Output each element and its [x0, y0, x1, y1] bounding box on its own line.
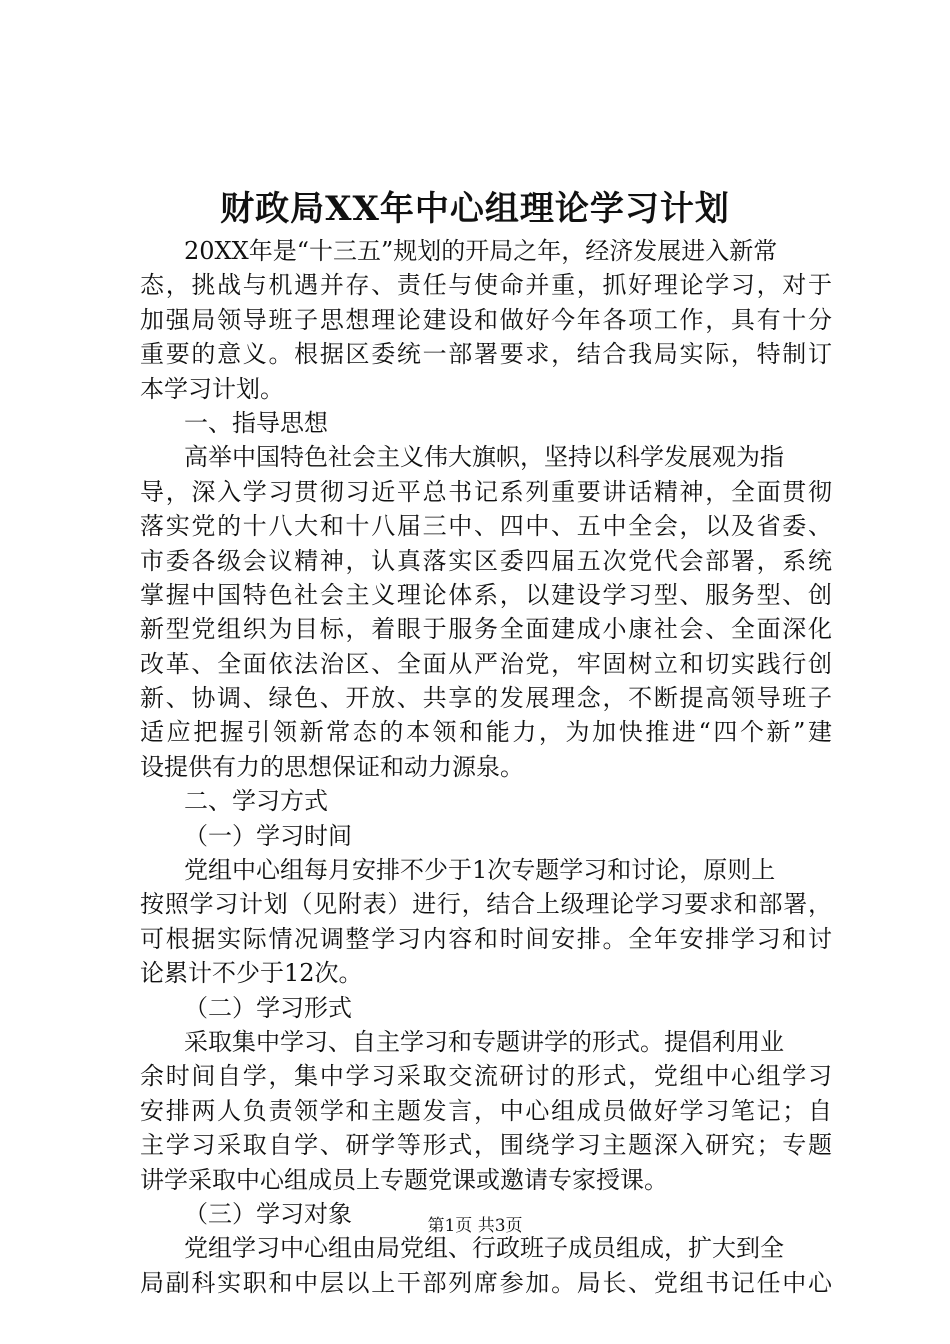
body-line: （三）学习对象 — [184, 1199, 352, 1228]
body-line: 落实党的十八大和十八届三中、四中、五中全会，以及省委、 — [140, 512, 832, 541]
body-line: （二）学习形式 — [184, 993, 352, 1022]
body-line: 论累计不少于12次。 — [140, 959, 363, 988]
body-line: 掌握中国特色社会主义理论体系，以建设学习型、服务型、创 — [140, 580, 832, 609]
body-line: 20XX年是“十三五”规划的开局之年，经济发展进入新常 — [184, 237, 778, 265]
body-line: 改革、全面依法治区、全面从严治党，牢固树立和切实践行创 — [140, 649, 832, 678]
body-line: 按照学习计划（见附表）进行，结合上级理论学习要求和部署， — [140, 890, 832, 919]
body-line: 安排两人负责领学和主题发言，中心组成员做好学习笔记；自 — [140, 1096, 832, 1125]
body-line: 态，挑战与机遇并存、责任与使命并重，抓好理论学习，对于 — [140, 271, 832, 300]
body-line: 可根据实际情况调整学习内容和时间安排。全年安排学习和讨 — [140, 924, 832, 953]
body-line: 适应把握引领新常态的本领和能力，为加快推进“四个新”建 — [140, 718, 832, 747]
body-line: 本学习计划。 — [140, 374, 284, 403]
body-line: 二、学习方式 — [184, 787, 328, 816]
body-line: 党组中心组每月安排不少于1次专题学习和讨论，原则上 — [184, 856, 776, 885]
body-line: （一）学习时间 — [184, 821, 352, 850]
body-line: 市委各级会议精神，认真落实区委四届五次党代会部署，系统 — [140, 546, 832, 575]
body-line: 设提供有力的思想保证和动力源泉。 — [140, 752, 524, 781]
body-line: 采取集中学习、自主学习和专题讲学的形式。提倡利用业 — [184, 1027, 784, 1056]
document-title: 财政局XX年中心组理论学习计划 — [220, 189, 730, 229]
body-line: 主学习采取自学、研学等形式，围绕学习主题深入研究；专题 — [140, 1131, 832, 1160]
body-line: 余时间自学，集中学习采取交流研讨的形式，党组中心组学习 — [140, 1062, 832, 1091]
body-line: 加强局领导班子思想理论建设和做好今年各项工作，具有十分 — [140, 305, 832, 334]
body-line: 新、协调、绿色、开放、共享的发展理念，不断提高领导班子 — [140, 684, 832, 713]
body-line: 讲学采取中心组成员上专题党课或邀请专家授课。 — [140, 1165, 668, 1194]
body-line: 新型党组织为目标，着眼于服务全面建成小康社会、全面深化 — [140, 615, 832, 644]
body-line: 党组学习中心组由局党组、行政班子成员组成，扩大到全 — [184, 1234, 784, 1263]
document-body — [140, 234, 832, 1300]
body-line: 一、指导思想 — [184, 408, 328, 437]
body-line: 局副科实职和中层以上干部列席参加。局长、党组书记任中心 — [140, 1268, 832, 1297]
page-footer: 第1页 共3页 — [427, 1216, 523, 1236]
body-line: 高举中国特色社会主义伟大旗帜，坚持以科学发展观为指 — [184, 443, 784, 472]
body-line: 导，深入学习贯彻习近平总书记系列重要讲话精神，全面贯彻 — [140, 477, 832, 506]
body-line: 重要的意义。根据区委统一部署要求，结合我局实际，特制订 — [140, 340, 832, 369]
